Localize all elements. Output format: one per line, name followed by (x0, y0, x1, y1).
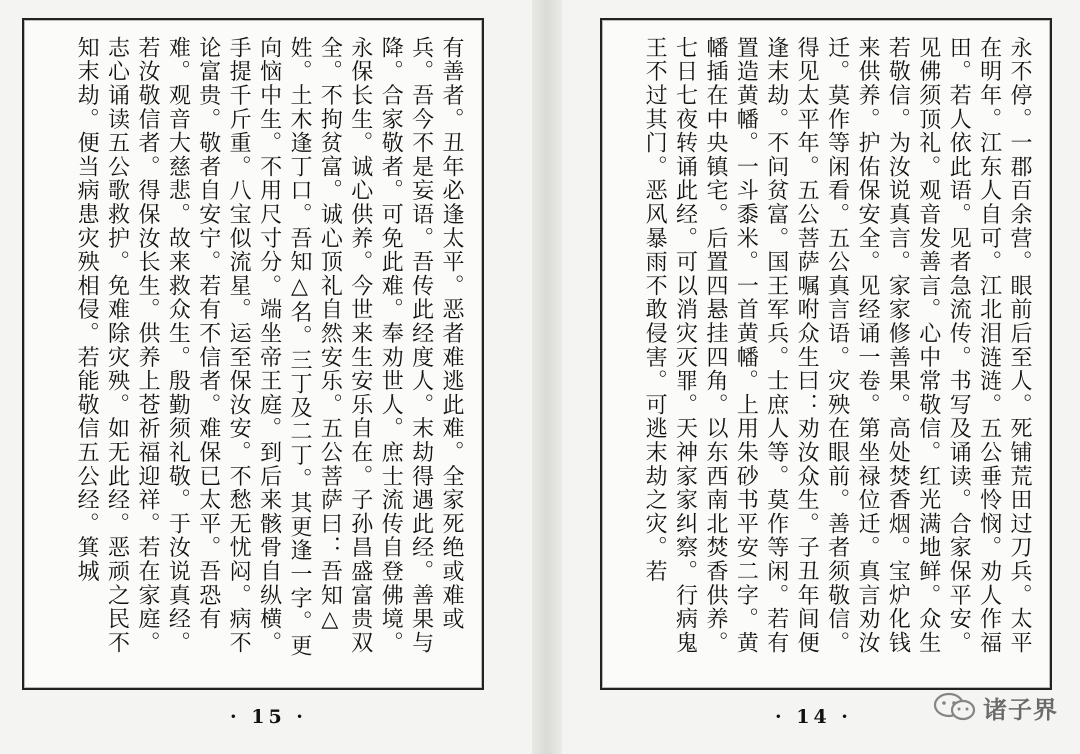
watermark-text: 诸子界 (983, 695, 1058, 724)
page-number-14: · 14 · (775, 706, 852, 728)
page-number-15: · 15 · (230, 706, 307, 728)
page-14-text-frame (600, 18, 1052, 690)
book-gutter (532, 0, 562, 754)
page-15-text-frame (22, 18, 484, 690)
page-14-body-text: 永不停。一郡百余营。眼前后至人。死铺荒田过刀兵。太平在明年。江东人自可。江北泪涟涟。五公垂怜悯。劝人作福田。若人依此语。见者急流传。书写及诵读。合家保平安。见佛须顶礼。观音发善言。心中常敬信。红光满地鲜。众生若敬信。为汝说真言。家家修善果。高处焚香烟。宝炉化钱来供养。护佑保安全。见经诵一卷。第坐禄位迁。真言劝汝迁。莫作等闲看。五公真言语。灾殃在眼前。善者须敬信。得见太平年。五公菩萨嘱咐众生曰：劝汝众生。子丑年间便逢末劫。不问贫富。国王军兵。士庶人等。莫作等闲。若有置造黄幡。一斗黍米。一首黄幡。上用朱砂书平安二字。黄幡插在中央镇宅。后置四悬挂四角。以东西南北焚香供养。七日七夜转诵此经。可以消灾灭罪。天神家家纠察。行病鬼王不过其门。恶风暴雨不敢侵害。可逃末劫之灾。若 (642, 36, 1032, 655)
page-15-body-text: 有善者。丑年必逢太平。恶者难逃此难。全家死绝或难或兵。吾今不是妄语。吾传此经度人。末劫得遇此经。善果与降。合家敬者。可免此难。奉劝世人。庶士流传自登佛境。永保长生。诚心供养。今世来生安乐自在。子孙昌盛富贵双全。不拘贫富。诚心顶礼自然安乐。五公菩萨曰：吾知△姓。土木逢丁口。吾知△名。三丁及二丁。其更逢一字。更向恼中生。不用尺寸分。端坐帝王庭。到后来骸骨自纵横。手提千斤重。八宝似流星。运至保汝安。不愁无忧闷。病不论富贵。敬者自安宁。若有不信者。难保已太平。吾恐有难。观音大慈悲。故来救众生。殷勤须礼敬。于汝说真经。若汝敬信者。得保汝长生。供养上苍祈福迎祥。若在家庭。志心诵读五公歌救护。免难除灾殃。如无此经。恶顽之民不知末劫。便当病患灾殃相侵。若能敬信五公经。箕城 (74, 36, 464, 658)
wechat-icon (933, 692, 977, 722)
page-14 (560, 0, 1080, 754)
watermark (933, 690, 1058, 724)
